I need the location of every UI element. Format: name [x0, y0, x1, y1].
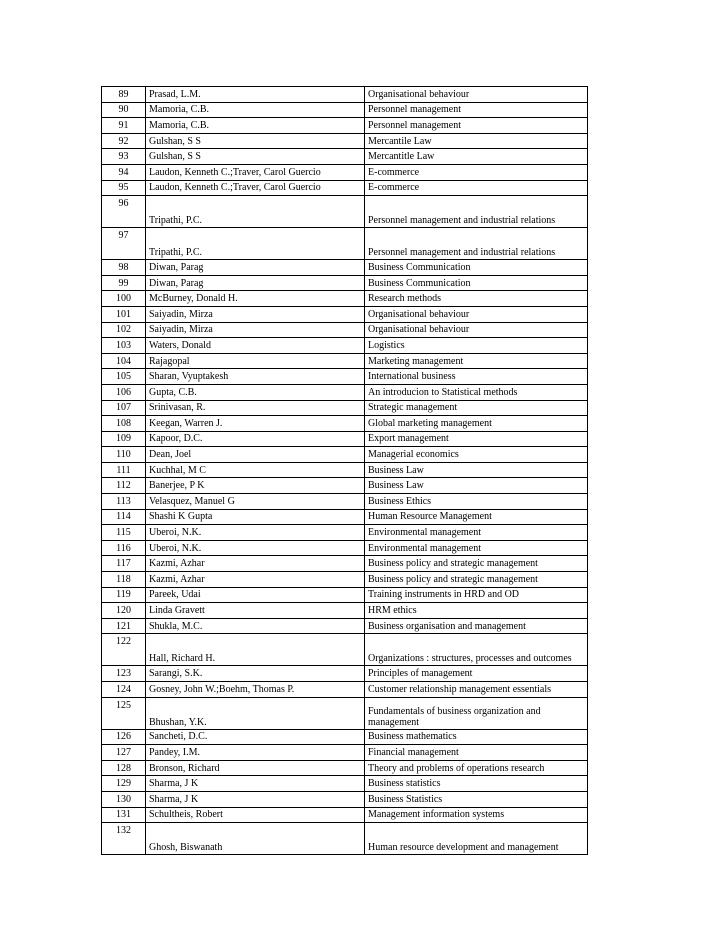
- title-cell: E-commerce: [365, 164, 588, 180]
- table-row: [102, 102, 588, 118]
- author-cell: Uberoi, N.K.: [146, 525, 365, 541]
- table-row: [102, 275, 588, 291]
- author-cell: Velasquez, Manuel G: [146, 494, 365, 510]
- title-cell: Export management: [365, 431, 588, 447]
- row-number: 104: [102, 353, 146, 369]
- table-row: [102, 729, 588, 745]
- table-row: [102, 369, 588, 385]
- title-cell: Business mathematics: [365, 729, 588, 745]
- row-number: 96: [102, 196, 146, 228]
- author-cell: Waters, Donald: [146, 338, 365, 354]
- title-cell: Global marketing management: [365, 416, 588, 432]
- row-number: 111: [102, 462, 146, 478]
- title-cell: Environmental management: [365, 525, 588, 541]
- title-cell: HRM ethics: [365, 603, 588, 619]
- row-number: 92: [102, 133, 146, 149]
- row-number: 89: [102, 87, 146, 103]
- author-cell: Sancheti, D.C.: [146, 729, 365, 745]
- table-row: [102, 133, 588, 149]
- table-row: [102, 306, 588, 322]
- author-cell: Gulshan, S S: [146, 133, 365, 149]
- row-number: 125: [102, 697, 146, 729]
- table-row: [102, 509, 588, 525]
- author-cell: Pareek, Udai: [146, 587, 365, 603]
- row-number: 113: [102, 494, 146, 510]
- row-number: 119: [102, 587, 146, 603]
- title-cell: Mercantitle Law: [365, 149, 588, 165]
- table-row: [102, 338, 588, 354]
- title-cell: Customer relationship management essentials: [365, 682, 588, 698]
- row-number: 123: [102, 666, 146, 682]
- table-row: [102, 164, 588, 180]
- table-row: [102, 540, 588, 556]
- author-cell: Tripathi, P.C.: [146, 228, 365, 260]
- author-cell: Schultheis, Robert: [146, 807, 365, 823]
- row-number: 97: [102, 228, 146, 260]
- title-cell: International business: [365, 369, 588, 385]
- title-cell: Training instruments in HRD and OD: [365, 587, 588, 603]
- author-cell: Pandey, I.M.: [146, 745, 365, 761]
- author-cell: Gosney, John W.;Boehm, Thomas P.: [146, 682, 365, 698]
- row-number: 108: [102, 416, 146, 432]
- author-cell: Saiyadin, Mirza: [146, 322, 365, 338]
- table-row: [102, 603, 588, 619]
- title-cell: Management information systems: [365, 807, 588, 823]
- row-number: 126: [102, 729, 146, 745]
- author-cell: Diwan, Parag: [146, 275, 365, 291]
- title-cell: Managerial economics: [365, 447, 588, 463]
- author-cell: Srinivasan, R.: [146, 400, 365, 416]
- author-cell: Hall, Richard H.: [146, 634, 365, 666]
- row-number: 107: [102, 400, 146, 416]
- author-cell: Kuchhal, M C: [146, 462, 365, 478]
- title-cell: Strategic management: [365, 400, 588, 416]
- title-cell: Business policy and strategic management: [365, 556, 588, 572]
- row-number: 128: [102, 760, 146, 776]
- author-cell: Uberoi, N.K.: [146, 540, 365, 556]
- title-cell: Mercantile Law: [365, 133, 588, 149]
- table-row: [102, 618, 588, 634]
- table-row: [102, 180, 588, 196]
- author-cell: Sharma, J K: [146, 791, 365, 807]
- book-list-table: [101, 86, 588, 855]
- title-cell: Personnel management and industrial relations: [365, 228, 588, 260]
- row-number: 109: [102, 431, 146, 447]
- table-row: [102, 478, 588, 494]
- row-number: 94: [102, 164, 146, 180]
- author-cell: Shukla, M.C.: [146, 618, 365, 634]
- title-cell: Business Communication: [365, 275, 588, 291]
- title-cell: Human resource development and management: [365, 823, 588, 855]
- table-row: [102, 87, 588, 103]
- row-number: 130: [102, 791, 146, 807]
- title-cell: Research methods: [365, 291, 588, 307]
- author-cell: Bronson, Richard: [146, 760, 365, 776]
- table-row: [102, 196, 588, 228]
- title-cell: Marketing management: [365, 353, 588, 369]
- table-row: [102, 587, 588, 603]
- book-list-body: [102, 87, 588, 855]
- row-number: 129: [102, 776, 146, 792]
- table-row: [102, 322, 588, 338]
- row-number: 105: [102, 369, 146, 385]
- title-cell: Personnel management and industrial relations: [365, 196, 588, 228]
- table-row: [102, 666, 588, 682]
- author-cell: Gupta, C.B.: [146, 384, 365, 400]
- table-row: [102, 776, 588, 792]
- row-number: 100: [102, 291, 146, 307]
- title-cell: Business Law: [365, 462, 588, 478]
- title-cell: Logistics: [365, 338, 588, 354]
- title-cell: Human Resource Management: [365, 509, 588, 525]
- row-number: 120: [102, 603, 146, 619]
- author-cell: Rajagopal: [146, 353, 365, 369]
- table-row: [102, 447, 588, 463]
- row-number: 115: [102, 525, 146, 541]
- author-cell: Sharan, Vyuptakesh: [146, 369, 365, 385]
- row-number: 99: [102, 275, 146, 291]
- table-row: [102, 416, 588, 432]
- row-number: 98: [102, 260, 146, 276]
- row-number: 103: [102, 338, 146, 354]
- title-cell: Business Communication: [365, 260, 588, 276]
- title-cell: Business Law: [365, 478, 588, 494]
- title-cell: Organisational behaviour: [365, 87, 588, 103]
- table-row: [102, 149, 588, 165]
- title-cell: E-commerce: [365, 180, 588, 196]
- author-cell: Linda Gravett: [146, 603, 365, 619]
- row-number: 114: [102, 509, 146, 525]
- author-cell: Ghosh, Biswanath: [146, 823, 365, 855]
- table-row: [102, 572, 588, 588]
- table-row: [102, 384, 588, 400]
- title-cell: Organisational behaviour: [365, 306, 588, 322]
- author-cell: Sarangi, S.K.: [146, 666, 365, 682]
- row-number: 131: [102, 807, 146, 823]
- row-number: 122: [102, 634, 146, 666]
- title-cell: Business policy and strategic management: [365, 572, 588, 588]
- author-cell: Gulshan, S S: [146, 149, 365, 165]
- row-number: 106: [102, 384, 146, 400]
- title-cell: Organizations : structures, processes and outcomes: [365, 634, 588, 666]
- row-number: 102: [102, 322, 146, 338]
- table-row: [102, 791, 588, 807]
- author-cell: Mamoria, C.B.: [146, 102, 365, 118]
- title-cell: Fundamentals of business organization and management: [365, 697, 588, 729]
- row-number: 101: [102, 306, 146, 322]
- author-cell: Bhushan, Y.K.: [146, 697, 365, 729]
- table-row: [102, 462, 588, 478]
- author-cell: Diwan, Parag: [146, 260, 365, 276]
- table-row: [102, 682, 588, 698]
- row-number: 110: [102, 447, 146, 463]
- author-cell: Kazmi, Azhar: [146, 572, 365, 588]
- title-cell: Personnel management: [365, 102, 588, 118]
- table-row: [102, 260, 588, 276]
- row-number: 112: [102, 478, 146, 494]
- table-row: [102, 431, 588, 447]
- table-row: [102, 807, 588, 823]
- row-number: 132: [102, 823, 146, 855]
- title-cell: Business statistics: [365, 776, 588, 792]
- title-cell: Principles of management: [365, 666, 588, 682]
- row-number: 90: [102, 102, 146, 118]
- title-cell: Environmental management: [365, 540, 588, 556]
- row-number: 91: [102, 118, 146, 134]
- row-number: 116: [102, 540, 146, 556]
- title-cell: Financial management: [365, 745, 588, 761]
- table-row: [102, 353, 588, 369]
- title-cell: Personnel management: [365, 118, 588, 134]
- table-row: [102, 400, 588, 416]
- author-cell: Kapoor, D.C.: [146, 431, 365, 447]
- title-cell: Business Ethics: [365, 494, 588, 510]
- author-cell: Shashi K Gupta: [146, 509, 365, 525]
- title-cell: Business organisation and management: [365, 618, 588, 634]
- table-row: [102, 634, 588, 666]
- row-number: 93: [102, 149, 146, 165]
- author-cell: Keegan, Warren J.: [146, 416, 365, 432]
- author-cell: Dean, Joel: [146, 447, 365, 463]
- row-number: 118: [102, 572, 146, 588]
- row-number: 127: [102, 745, 146, 761]
- row-number: 121: [102, 618, 146, 634]
- table-row: [102, 228, 588, 260]
- row-number: 124: [102, 682, 146, 698]
- author-cell: Kazmi, Azhar: [146, 556, 365, 572]
- table-row: [102, 697, 588, 729]
- table-row: [102, 291, 588, 307]
- author-cell: Prasad, L.M.: [146, 87, 365, 103]
- author-cell: Mamoria, C.B.: [146, 118, 365, 134]
- title-cell: Theory and problems of operations research: [365, 760, 588, 776]
- title-cell: Organisational behaviour: [365, 322, 588, 338]
- author-cell: Laudon, Kenneth C.;Traver, Carol Guercio: [146, 164, 365, 180]
- table-row: [102, 118, 588, 134]
- author-cell: Saiyadin, Mirza: [146, 306, 365, 322]
- title-cell: Business Statistics: [365, 791, 588, 807]
- row-number: 117: [102, 556, 146, 572]
- row-number: 95: [102, 180, 146, 196]
- table-row: [102, 525, 588, 541]
- table-row: [102, 760, 588, 776]
- author-cell: Banerjee, P K: [146, 478, 365, 494]
- table-row: [102, 745, 588, 761]
- table-row: [102, 556, 588, 572]
- author-cell: Tripathi, P.C.: [146, 196, 365, 228]
- title-cell: An introducion to Statistical methods: [365, 384, 588, 400]
- author-cell: Sharma, J K: [146, 776, 365, 792]
- author-cell: Laudon, Kenneth C.;Traver, Carol Guercio: [146, 180, 365, 196]
- author-cell: McBurney, Donald H.: [146, 291, 365, 307]
- table-row: [102, 494, 588, 510]
- table-row: [102, 823, 588, 855]
